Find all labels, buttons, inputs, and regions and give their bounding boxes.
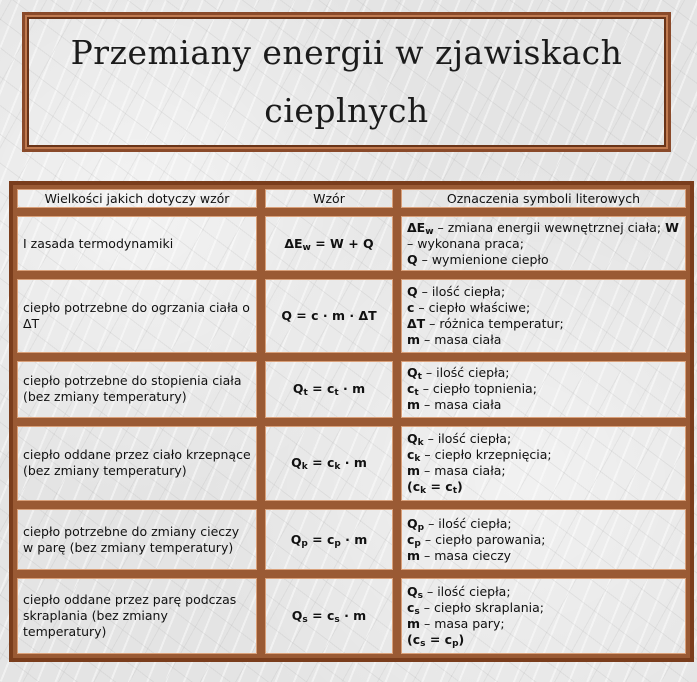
row-formula: Q = c · m · ΔT [261,275,397,356]
row-legend: $Q_t$ – ilość ciepła; $c_t$ – ciepło topnienia; m – masa ciała [397,357,690,422]
header-formula: Wzór [261,185,397,212]
row-legend: $Q_p$ – ilość ciepła; $c_p$ – ciepło parowania; m – masa cieczy [397,505,690,574]
row-description: ciepło potrzebne do stopienia ciała (bez zmiany temperatury) [13,357,261,422]
header-row [13,185,690,212]
row-description: ciepło oddane przez parę podczas skraplania (bez zmiany temperatury) [13,574,261,658]
row-formula: $Q_k = c_k \cdot m$ [261,422,397,505]
table-row [13,505,690,574]
row-formula: $Q_p = c_p \cdot m$ [261,505,397,574]
row-legend: $Q_k$ – ilość ciepła; $c_k$ – ciepło krzepnięcia; m – masa ciała; $(c_k = c_t)$ [397,422,690,505]
row-description: I zasada termodynamiki [13,212,261,275]
table-row [13,422,690,505]
page-title: Przemiany energii w zjawiskach cieplnych [70,33,623,130]
table-row [13,357,690,422]
table-row [13,212,690,275]
row-formula: $Q_s = c_s \cdot m$ [261,574,397,658]
row-formula: $\Delta E_w = W + Q$ [261,212,397,275]
row-description: ciepło potrzebne do ogrzania ciała o ΔT [13,275,261,356]
table-row [13,574,690,658]
row-legend: $\Delta E_w$ – zmiana energii wewnętrznej ciała; W – wykonana praca; Q – wymienione ciepło [397,212,690,275]
row-formula: $Q_t = c_t \cdot m$ [261,357,397,422]
row-description: ciepło oddane przez ciało krzepnące (bez zmiany temperatury) [13,422,261,505]
row-legend: $Q_s$ – ilość ciepła; $c_s$ – ciepło skraplania; m – masa pary; $(c_s = c_p)$ [397,574,690,658]
row-description: ciepło potrzebne do zmiany cieczy w parę (bez zmiany temperatury) [13,505,261,574]
table-row [13,275,690,356]
formula-table [9,181,694,662]
title-frame [22,12,671,152]
header-symbols: Oznaczenia symboli literowych [397,185,690,212]
header-quantity: Wielkości jakich dotyczy wzór [13,185,261,212]
row-legend: Q – ilość ciepła; c – ciepło właściwe; ΔT – różnica temperatur; m – masa ciała [397,275,690,356]
